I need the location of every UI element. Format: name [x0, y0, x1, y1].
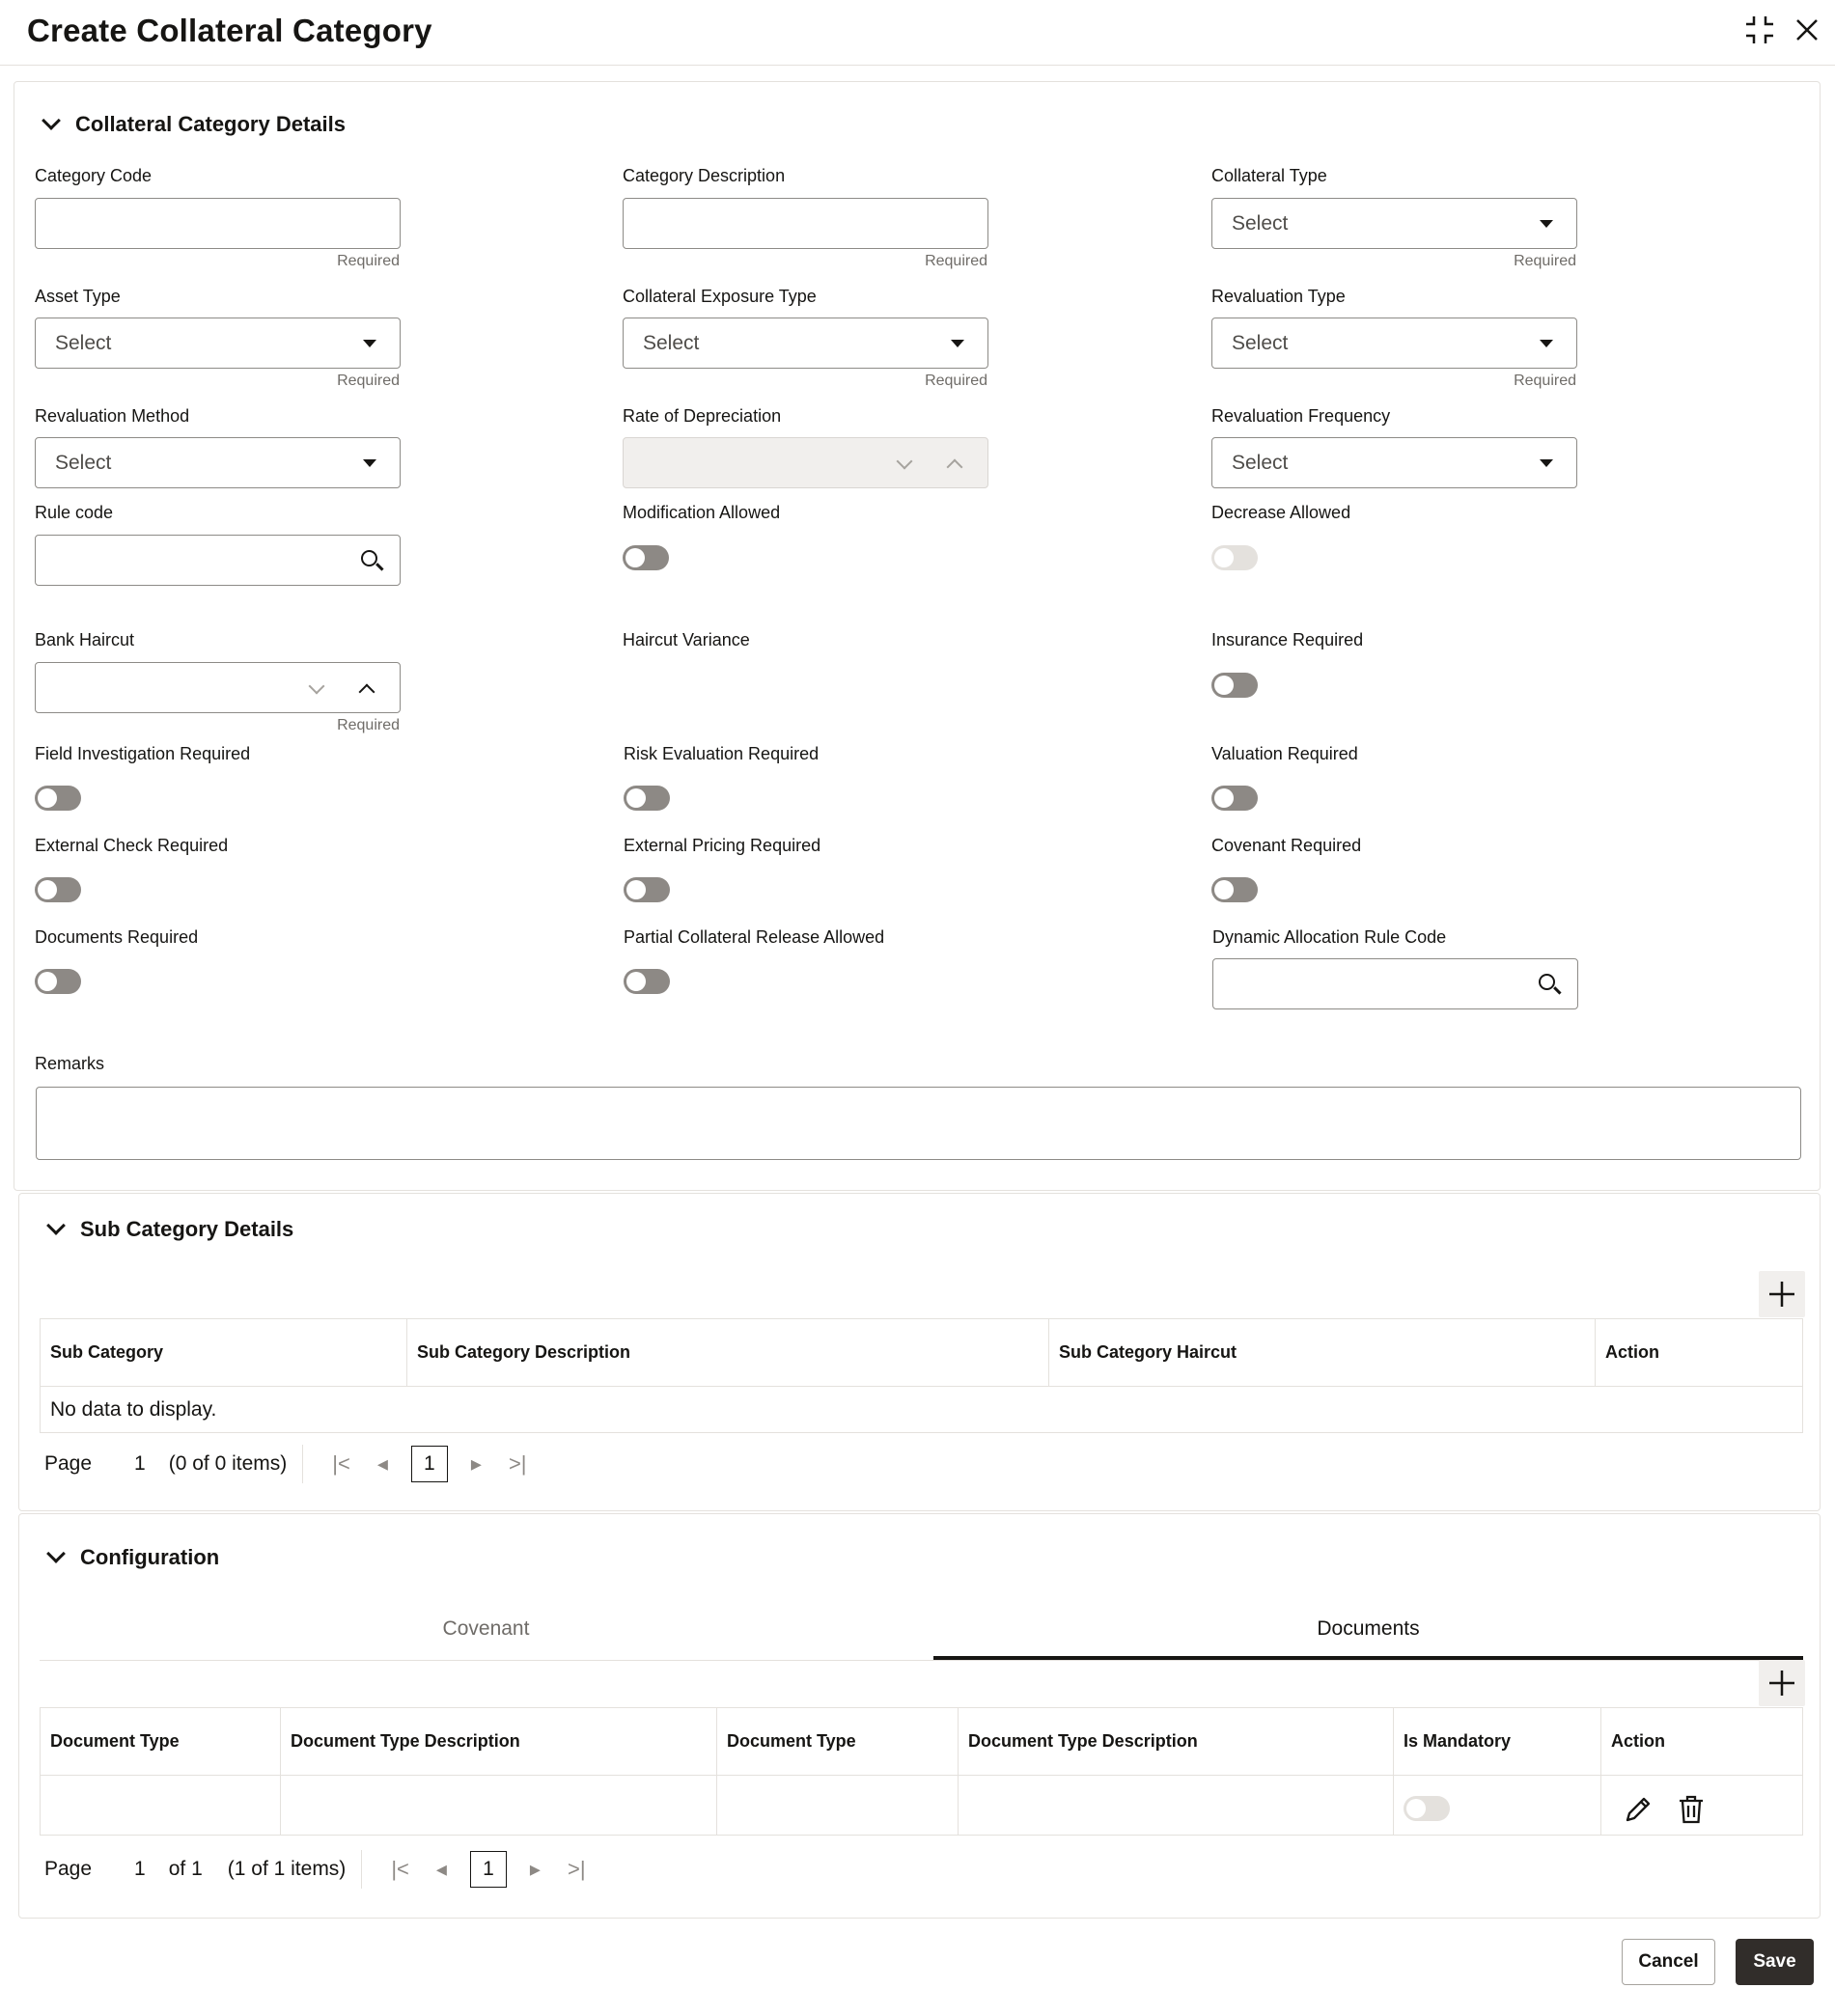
valuation-required-label: Valuation Required [1211, 744, 1358, 763]
insurance-required-toggle[interactable] [1211, 673, 1258, 698]
select-value: Select [55, 331, 112, 354]
items-count: (1 of 1 items) [227, 1858, 347, 1880]
bank-haircut-label: Bank Haircut [35, 630, 135, 649]
modification-allowed-toggle[interactable] [623, 545, 669, 570]
sub-category-details-header[interactable] [49, 1217, 293, 1242]
current-page-button[interactable]: 1 [411, 1446, 448, 1482]
is-mandatory-toggle[interactable] [1404, 1796, 1450, 1821]
documents-pagination [44, 1850, 599, 1889]
first-page-icon[interactable]: |< [332, 1451, 350, 1476]
page-label: Page [44, 1452, 93, 1475]
column-header: Is Mandatory [1394, 1708, 1601, 1776]
configuration-header[interactable] [49, 1545, 219, 1570]
bank-haircut-input[interactable] [35, 662, 401, 713]
column-header: Document Type [717, 1708, 959, 1776]
field-investigation-required-label: Field Investigation Required [35, 744, 251, 763]
page-number: 1 [134, 1858, 146, 1880]
external-pricing-required-toggle[interactable] [624, 877, 670, 902]
tab-documents[interactable]: Documents [1317, 1617, 1420, 1640]
empty-message: No data to display. [41, 1387, 1803, 1433]
select-value: Select [1232, 331, 1289, 354]
insurance-required-label: Insurance Required [1211, 630, 1364, 649]
category-description-input[interactable] [623, 198, 988, 249]
revaluation-frequency-label: Revaluation Frequency [1211, 406, 1391, 426]
collateral-type-label: Collateral Type [1211, 166, 1327, 185]
divider [302, 1445, 303, 1483]
table-row [41, 1387, 1803, 1433]
add-sub-category-button[interactable] [1759, 1271, 1805, 1317]
select-value: Select [643, 331, 700, 354]
revaluation-method-select[interactable] [35, 437, 401, 488]
documents-required-label: Documents Required [35, 927, 199, 947]
documents-table [40, 1707, 1803, 1836]
column-header: Sub Category [41, 1319, 407, 1387]
next-page-icon[interactable]: ▸ [529, 1857, 541, 1881]
risk-evaluation-required-toggle[interactable] [624, 786, 670, 811]
required-hint: Required [1514, 253, 1576, 269]
required-hint: Required [337, 717, 400, 733]
column-header: Document Type [41, 1708, 281, 1776]
external-check-required-label: External Check Required [35, 836, 229, 855]
add-document-button[interactable] [1759, 1660, 1805, 1706]
rule-code-label: Rule code [35, 503, 114, 522]
last-page-icon[interactable]: >| [567, 1857, 586, 1881]
risk-evaluation-required-label: Risk Evaluation Required [624, 744, 820, 763]
first-page-icon[interactable]: |< [391, 1857, 409, 1881]
edit-icon[interactable] [1622, 1793, 1656, 1828]
required-hint: Required [925, 253, 987, 269]
dynamic-allocation-rule-code-label: Dynamic Allocation Rule Code [1212, 927, 1447, 947]
column-header: Sub Category Description [407, 1319, 1049, 1387]
next-page-icon[interactable]: ▸ [470, 1451, 482, 1476]
column-header: Action [1596, 1319, 1803, 1387]
chevron-down-icon [46, 1544, 66, 1563]
rate-of-depreciation-label: Rate of Depreciation [623, 406, 782, 426]
chevron-down-icon [42, 111, 61, 130]
category-code-input[interactable] [35, 198, 401, 249]
prev-page-icon[interactable]: ◂ [435, 1857, 447, 1881]
chevron-up-icon[interactable] [947, 459, 963, 476]
partial-collateral-release-allowed-label: Partial Collateral Release Allowed [624, 927, 885, 947]
caret-down-icon [1540, 340, 1553, 347]
section-title: Collateral Category Details [75, 112, 346, 136]
decrease-allowed-label: Decrease Allowed [1211, 503, 1351, 522]
collapse-icon[interactable] [1743, 14, 1776, 46]
chevron-down-icon [46, 1216, 66, 1235]
cancel-button[interactable]: Cancel [1622, 1939, 1715, 1985]
section-title: Sub Category Details [80, 1217, 294, 1241]
page-number: 1 [134, 1452, 146, 1475]
column-header: Document Type Description [281, 1708, 717, 1776]
delete-icon[interactable] [1675, 1793, 1710, 1828]
document-type-description-cell [959, 1776, 1394, 1836]
dynamic-allocation-rule-code-input[interactable] [1212, 958, 1578, 1009]
documents-required-toggle[interactable] [35, 969, 81, 994]
section-title: Configuration [80, 1545, 220, 1569]
document-type-description-cell [281, 1776, 717, 1836]
caret-down-icon [951, 340, 964, 347]
revaluation-type-label: Revaluation Type [1211, 287, 1346, 306]
header-bar [0, 0, 1835, 66]
sub-category-pagination [44, 1445, 541, 1483]
document-type-cell[interactable] [717, 1776, 959, 1836]
external-pricing-required-label: External Pricing Required [624, 836, 821, 855]
tab-divider [40, 1660, 1803, 1661]
select-value: Select [1232, 211, 1289, 235]
page-total: of 1 [168, 1858, 203, 1880]
active-tab-indicator [933, 1656, 1803, 1660]
partial-collateral-release-allowed-toggle[interactable] [624, 969, 670, 994]
category-code-label: Category Code [35, 166, 153, 185]
valuation-required-toggle[interactable] [1211, 786, 1258, 811]
covenant-required-label: Covenant Required [1211, 836, 1362, 855]
collateral-exposure-type-select[interactable] [623, 318, 988, 369]
field-investigation-required-toggle[interactable] [35, 786, 81, 811]
external-check-required-toggle[interactable] [35, 877, 81, 902]
required-hint: Required [925, 373, 987, 389]
required-hint: Required [1514, 373, 1576, 389]
save-button[interactable]: Save [1736, 1939, 1814, 1985]
caret-down-icon [1540, 459, 1553, 467]
asset-type-label: Asset Type [35, 287, 121, 306]
prev-page-icon[interactable]: ◂ [376, 1451, 388, 1476]
column-header: Action [1601, 1708, 1803, 1776]
current-page-button[interactable]: 1 [470, 1851, 507, 1888]
page-label: Page [44, 1858, 93, 1880]
covenant-required-toggle[interactable] [1211, 877, 1258, 902]
chevron-down-icon[interactable] [309, 678, 325, 695]
caret-down-icon [1540, 220, 1553, 228]
tab-covenant[interactable]: Covenant [442, 1617, 530, 1640]
table-header-row [41, 1319, 1803, 1387]
items-count: (0 of 0 items) [168, 1452, 288, 1475]
collateral-type-select[interactable] [1211, 198, 1577, 249]
required-hint: Required [337, 373, 400, 389]
remarks-label: Remarks [35, 1054, 105, 1073]
collateral-category-details-header[interactable] [44, 112, 346, 137]
sub-category-table [40, 1318, 1803, 1433]
revaluation-frequency-select[interactable] [1211, 437, 1577, 488]
caret-down-icon [363, 340, 376, 347]
column-header: Document Type Description [959, 1708, 1394, 1776]
search-icon[interactable] [1537, 972, 1562, 997]
document-type-cell[interactable] [41, 1776, 281, 1836]
rule-code-input[interactable] [35, 535, 401, 586]
chevron-down-icon[interactable] [897, 454, 913, 470]
modification-allowed-label: Modification Allowed [623, 503, 781, 522]
revaluation-type-select[interactable] [1211, 318, 1577, 369]
column-header: Sub Category Haircut [1049, 1319, 1596, 1387]
close-icon[interactable] [1791, 14, 1823, 46]
category-description-label: Category Description [623, 166, 786, 185]
last-page-icon[interactable]: >| [508, 1451, 527, 1476]
search-icon[interactable] [359, 548, 384, 573]
select-value: Select [1232, 451, 1289, 474]
remarks-textarea[interactable] [36, 1087, 1801, 1160]
asset-type-select[interactable] [35, 318, 401, 369]
table-header-row [41, 1708, 1803, 1776]
select-value: Select [55, 451, 112, 474]
chevron-up-icon[interactable] [359, 684, 375, 701]
haircut-variance-label: Haircut Variance [623, 630, 750, 649]
caret-down-icon [363, 459, 376, 467]
required-hint: Required [337, 253, 400, 269]
decrease-allowed-toggle[interactable] [1211, 545, 1258, 570]
revaluation-method-label: Revaluation Method [35, 406, 190, 426]
divider [361, 1850, 362, 1889]
rate-of-depreciation-input[interactable] [623, 437, 988, 488]
table-row [41, 1776, 1803, 1836]
collateral-exposure-type-label: Collateral Exposure Type [623, 287, 817, 306]
page-title: Create Collateral Category [27, 13, 432, 48]
